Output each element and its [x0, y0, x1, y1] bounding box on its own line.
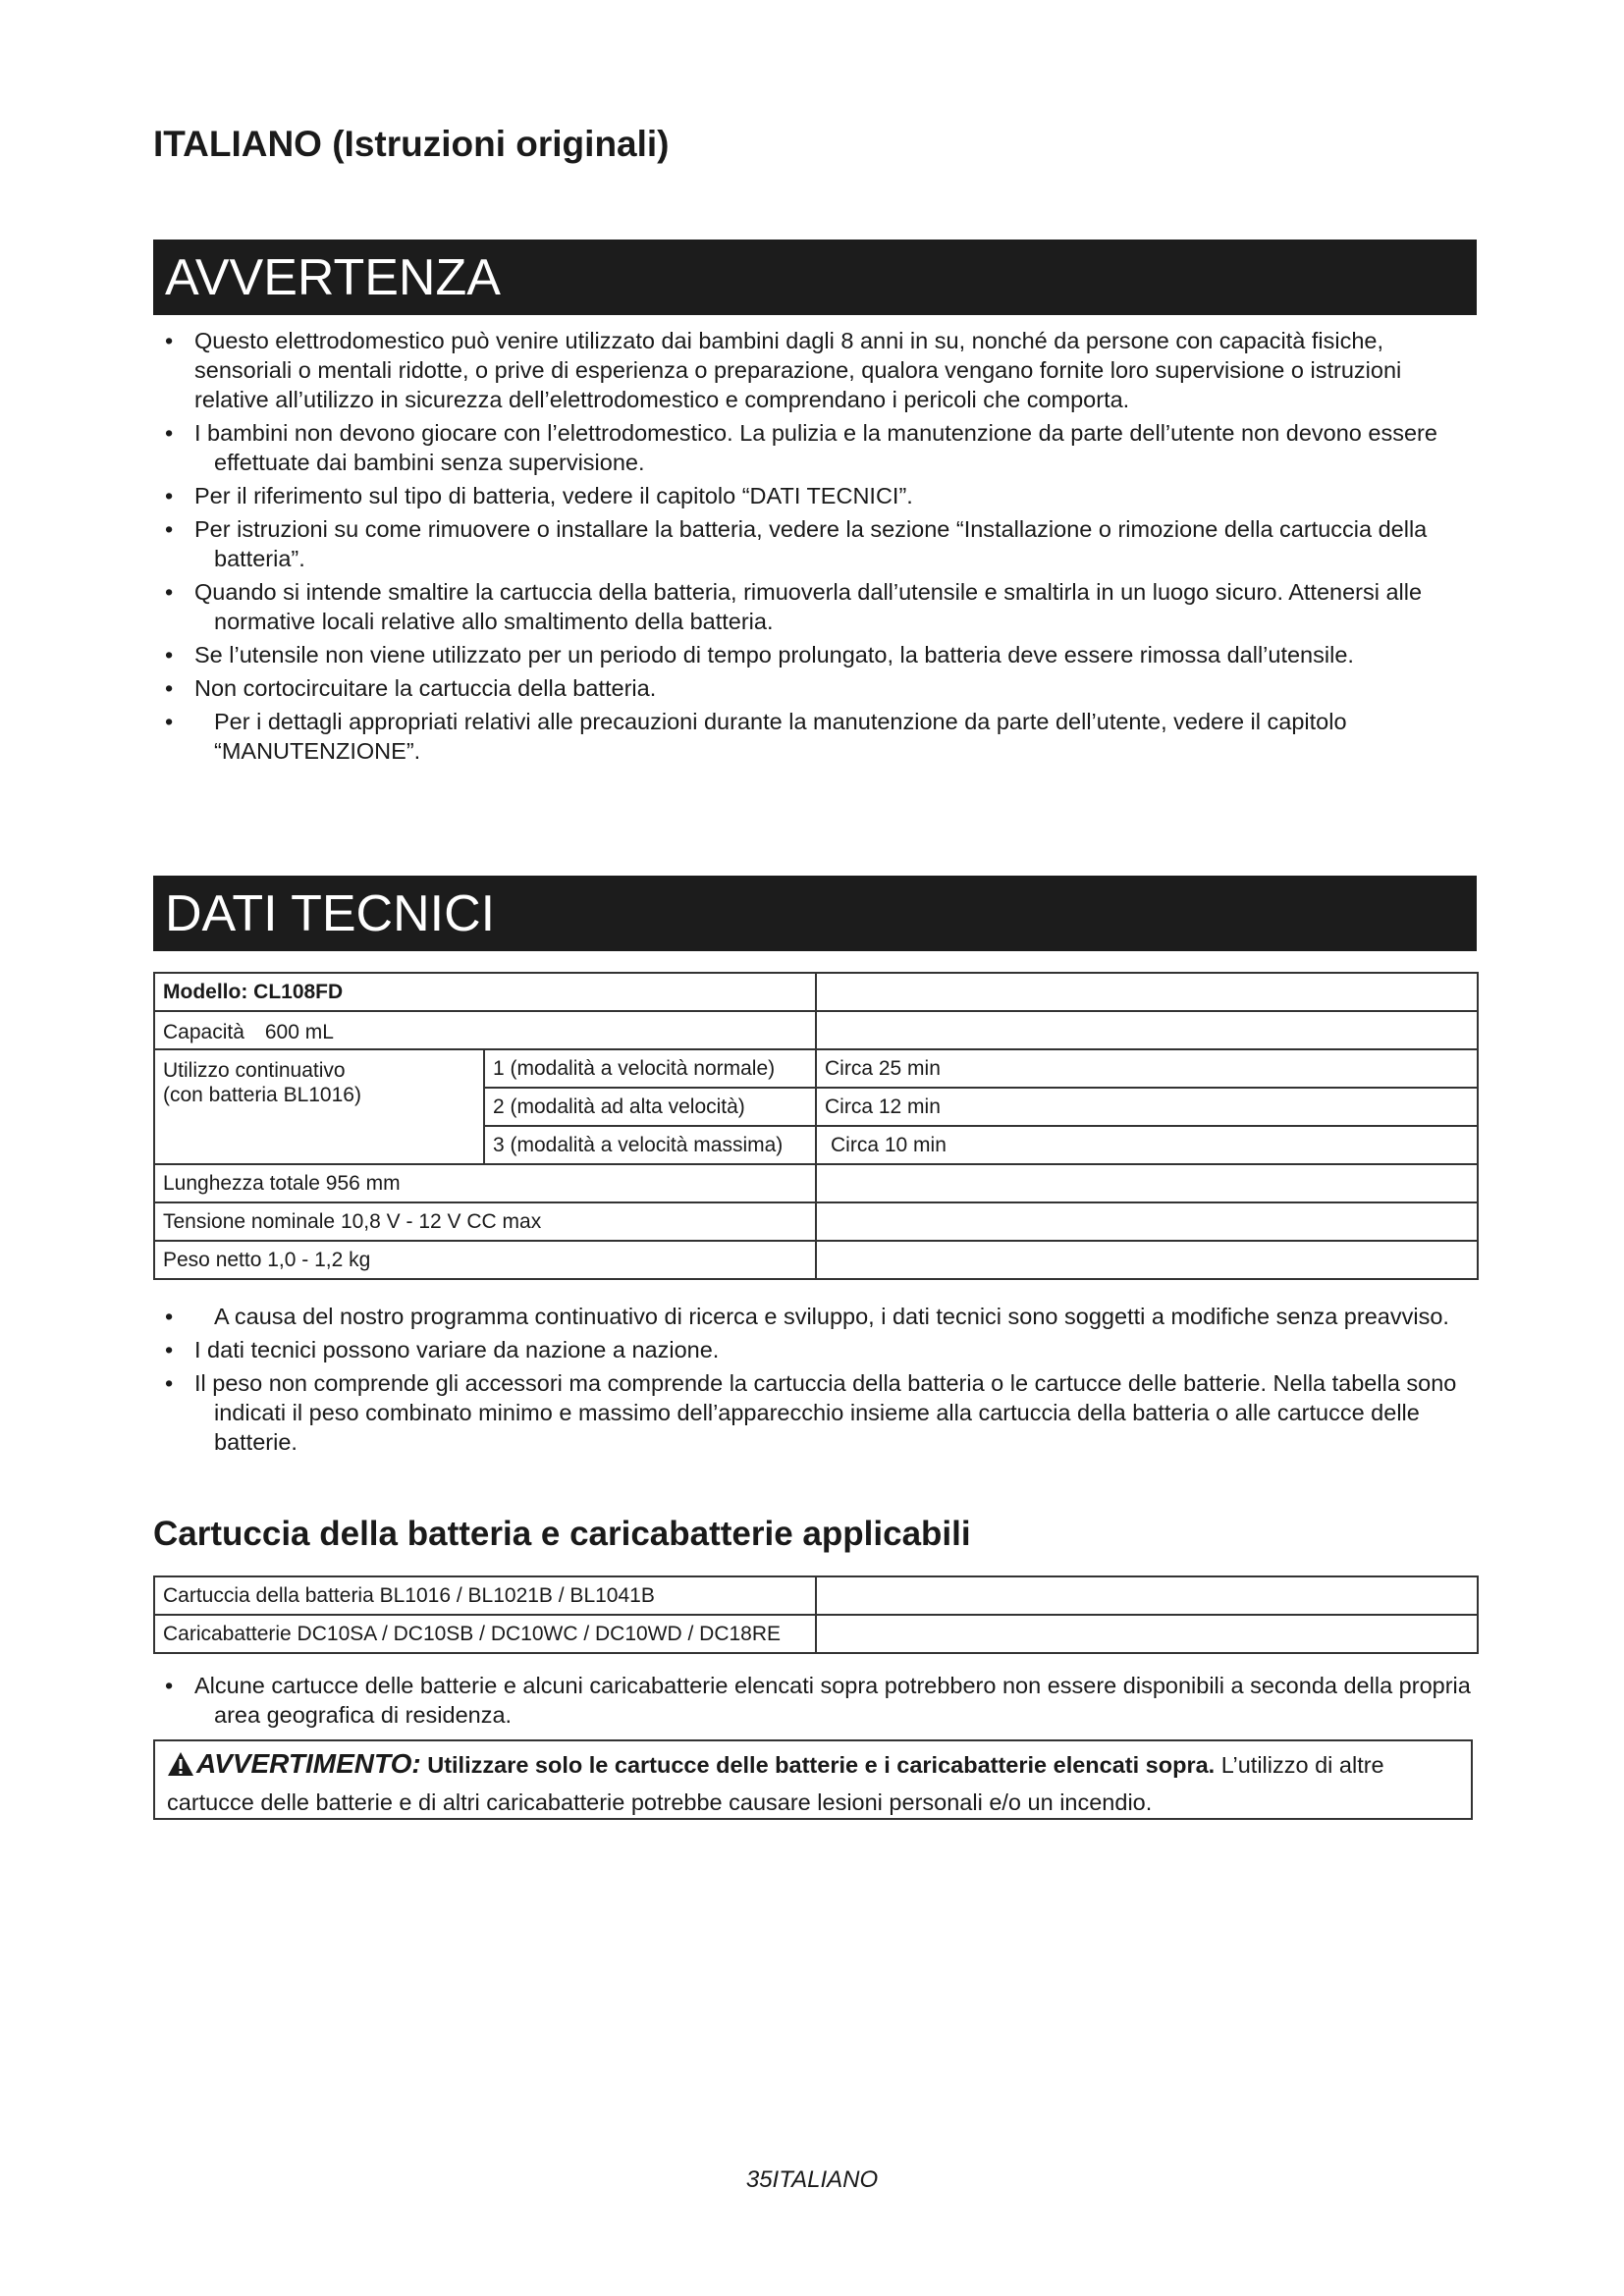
warning-item: • Non cortocircuitare la cartuccia della batteria. [165, 675, 657, 701]
time-cell: Circa 12 min [816, 1088, 1478, 1126]
specs-heading: DATI TECNICI [165, 885, 496, 942]
warning-triangle-icon [167, 1751, 194, 1786]
empty-cell [816, 973, 1478, 1011]
mode-cell: 3 (modalità a velocità massima) [484, 1126, 816, 1164]
warning-heading: AVVERTENZA [165, 249, 501, 306]
battery-heading: Cartuccia della batteria e caricabatterie applicabili [153, 1515, 971, 1553]
table-row [154, 1615, 1478, 1653]
table-row [154, 973, 1478, 1011]
spec-note: • I dati tecnici possono variare da nazione a nazione. [165, 1337, 720, 1362]
battery-notes [153, 1671, 1477, 1734]
warning-item: • I bambini non devono giocare con l’elettrodomestico. La pulizia e la manutenzione da parte dell’utente non devono essere effettuate dai bambini senza supervisione. [165, 420, 1437, 475]
warning-item: • Per istruzioni su come rimuovere o installare la batteria, vedere la sezione “Installazione o rimozione della cartuccia della batteria”. [165, 516, 1428, 571]
empty-cell [816, 1202, 1478, 1241]
specs-notes [153, 1302, 1477, 1461]
page-title: ITALIANO (Istruzioni originali) [153, 124, 670, 164]
time-cell: Circa 10 min [816, 1126, 1478, 1164]
table-row [154, 1202, 1478, 1241]
warning-item: • Per i dettagli appropriati relativi alle precauzioni durante la manutenzione da parte dell’utente, vedere il capitolo “MANUTENZIONE”. [165, 709, 1347, 764]
battery-cell: Cartuccia della batteria BL1016 / BL1021B / BL1041B [154, 1576, 816, 1615]
empty-cell [816, 1615, 1478, 1653]
spec-note: • Il peso non comprende gli accessori ma comprende la cartuccia della batteria o le cartucce delle batterie. Nella tabella sono indicati il peso combinato minimo e massimo dell’apparecchio insieme alla cartuccia della batteria o alle cartucce delle batterie. [165, 1370, 1457, 1455]
caution-box [153, 1739, 1473, 1820]
table-row [154, 1049, 1478, 1088]
caution-bold-text: Utilizzare solo le cartucce delle batterie e i caricabatterie elencati sopra. [427, 1752, 1216, 1778]
empty-cell [816, 1011, 1478, 1049]
table-row [154, 1011, 1478, 1049]
empty-cell [816, 1164, 1478, 1202]
table-row [154, 1241, 1478, 1279]
caution-text: L’utilizzo di altre cartucce delle batterie e di altri caricabatterie potrebbe causare lesioni personali e/o un incendio. [167, 1752, 1384, 1815]
page-footer: 35ITALIANO [745, 2166, 879, 2193]
time-cell: Circa 25 min [816, 1049, 1478, 1088]
continuous-use-line2: (con batteria BL1016) [163, 1084, 361, 1106]
warning-item: • Questo elettrodomestico può venire utilizzato dai bambini dagli 8 anni in su, nonché da persone con capacità fisiche, sensoriali o mentali ridotte, o prive di esperienza o preparazione, qualora vengano fornite loro supervisione o istruzioni relative all’utilizzo in sicurezza dell’elettrodomestico e comprendano i pericoli che comporta. [165, 328, 1402, 412]
capacity-cell: Capacità 600 mL [154, 1011, 816, 1049]
warning-item: • Quando si intende smaltire la cartuccia della batteria, rimuoverla dall’utensile e smaltirla in un luogo sicuro. Attenersi alle normative locali relative allo smaltimento della batteria. [165, 579, 1423, 634]
continuous-use-line1: Utilizzo continuativo [163, 1059, 346, 1082]
warning-item: • Se l’utensile non viene utilizzato per un periodo di tempo prolungato, la batteria deve essere rimossa dall’utensile. [165, 642, 1354, 667]
mode-cell: 1 (modalità a velocità normale) [484, 1049, 816, 1088]
empty-cell [816, 1241, 1478, 1279]
specs-banner [153, 876, 1477, 951]
caution-label: AVVERTIMENTO: [196, 1748, 421, 1779]
battery-table [153, 1575, 1479, 1654]
model-cell: Modello: CL108FD [154, 973, 816, 1011]
charger-cell: Caricabatterie DC10SA / DC10SB / DC10WC / DC10WD / DC18RE [154, 1615, 816, 1653]
battery-note: • Alcune cartucce delle batterie e alcuni caricabatterie elencati sopra potrebbero non essere disponibili a seconda della propria area geografica di residenza. [165, 1673, 1471, 1728]
table-row [154, 1576, 1478, 1615]
specs-table [153, 972, 1479, 1280]
warning-item: • Per il riferimento sul tipo di batteria, vedere il capitolo “DATI TECNICI”. [165, 483, 913, 508]
warning-list [153, 326, 1477, 770]
spec-note: • A causa del nostro programma continuativo di ricerca e sviluppo, i dati tecnici sono soggetti a modifiche senza preavviso. [165, 1304, 1449, 1329]
weight-cell: Peso netto 1,0 - 1,2 kg [154, 1241, 816, 1279]
voltage-cell: Tensione nominale 10,8 V - 12 V CC max [154, 1202, 816, 1241]
mode-cell: 2 (modalità ad alta velocità) [484, 1088, 816, 1126]
continuous-use-label [154, 1049, 484, 1164]
empty-cell [816, 1576, 1478, 1615]
length-cell: Lunghezza totale 956 mm [154, 1164, 816, 1202]
warning-banner [153, 240, 1477, 315]
table-row [154, 1164, 1478, 1202]
